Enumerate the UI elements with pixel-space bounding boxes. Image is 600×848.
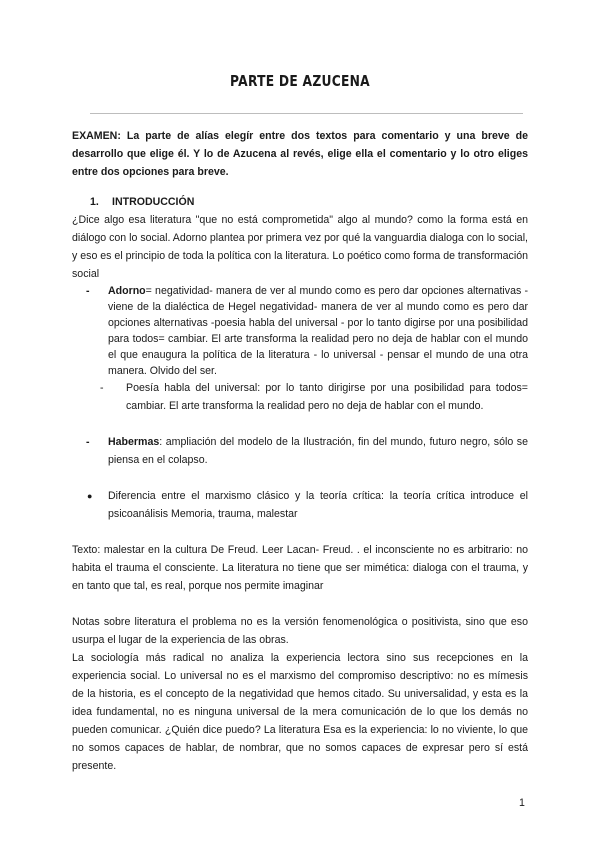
exam-paragraph: EXAMEN: La parte de alías elegír entre dos textos para comentario y una breve de desarrollo que elige él. Y lo de Azucena al revés, elige ella el comentario y lo otro eliges entre dos opciones para breve. [72, 130, 528, 178]
spacer [72, 523, 528, 541]
section-heading [90, 193, 528, 211]
bullet-term: Habermas [108, 436, 160, 448]
sub-bullet-poesia [72, 379, 528, 415]
document-body [72, 127, 528, 775]
sub-bullet-text: Poesía habla del universal: por lo tanto dirigirse por una posibilidad para todos= cambiar. El arte transforma la realidad pero no deja de hablar con el mundo. [126, 382, 528, 412]
spacer [72, 595, 528, 613]
page-title: PARTE DE AZUCENA [230, 72, 370, 90]
intro-paragraph: ¿Dice algo esa literatura "que no está comprometida" algo al mundo? como la forma está en diálogo con lo social. Adorno plantea por primera vez por qué la vanguardia dialoga con lo social, y eso es el principio de toda la política con la literatura. Lo poético como forma de transformación social [72, 214, 528, 280]
bullet-text: Diferencia entre el marxismo clásico y la teoría crítica: la teoría crítica introduce el psicoanálisis Memoria, trauma, malestar [108, 490, 528, 520]
bullet-adorno [72, 283, 528, 379]
dash-marker: - [86, 285, 90, 297]
page-number: 1 [519, 797, 525, 809]
bullet-term: Adorno [108, 285, 146, 297]
sociologia-paragraph: La sociología más radical no analiza la experiencia lectora sino sus recepciones en la experiencia social. Lo universal no es el marxismo del compromiso descriptivo: no es mímesis de la historia, es el concepto de la negatividad que hemos citado. Su universalidad, y esta es la idea fundamental, no es ninguna universal de la mera comunicación de lo que los demás no pueden comunicar. ¿Quién dice puedo? La literatura Esa es la experiencia: lo no viviente, lo que no somos capaces de hablar, de nombrar, que no somos capaces de expresar pero sí está presente. [72, 652, 528, 772]
notas-paragraph: Notas sobre literatura el problema no es la versión fenomenológica o positivista, sino que eso usurpa el lugar de la experiencia de las obras. [72, 616, 528, 646]
spacer [72, 415, 528, 433]
spacer [72, 469, 528, 487]
bullet-habermas [72, 433, 528, 469]
title-divider [90, 113, 523, 114]
section-number: 1. [90, 196, 99, 208]
bullet-dot-icon: ● [87, 491, 93, 501]
bullet-marxismo [72, 487, 528, 523]
bullet-text: = negatividad- manera de ver al mundo como es pero dar opciones alternativas - viene de la dialéctica de Hegel negatividad- manera de ver al mundo como es pero dar opciones alternativas -poesia habla del universal - por lo tanto digirse por una posibilidad para todos= cambiar. El arte transforma la realidad pero no deja de hablar con el mundo el que enaugura la política de la literatura - lo universal - pensar el mundo de una otra manera. Olvido del ser. [108, 285, 528, 377]
texto-paragraph: Texto: malestar en la cultura De Freud. Leer Lacan- Freud. . el inconsciente no es arbitrario: no habita el trauma el consciente. La literatura no tiene que ser mimética: dialoga con el trauma, y en tanto que tal, es real, porque nos permite imaginar [72, 544, 528, 592]
dash-marker: - [86, 436, 90, 448]
bullet-text: : ampliación del modelo de la Ilustración, fin del mundo, futuro negro, sólo se piensa en el colapso. [108, 436, 528, 466]
dash-marker: - [100, 382, 104, 394]
section-title: INTRODUCCIÓN [112, 196, 195, 208]
